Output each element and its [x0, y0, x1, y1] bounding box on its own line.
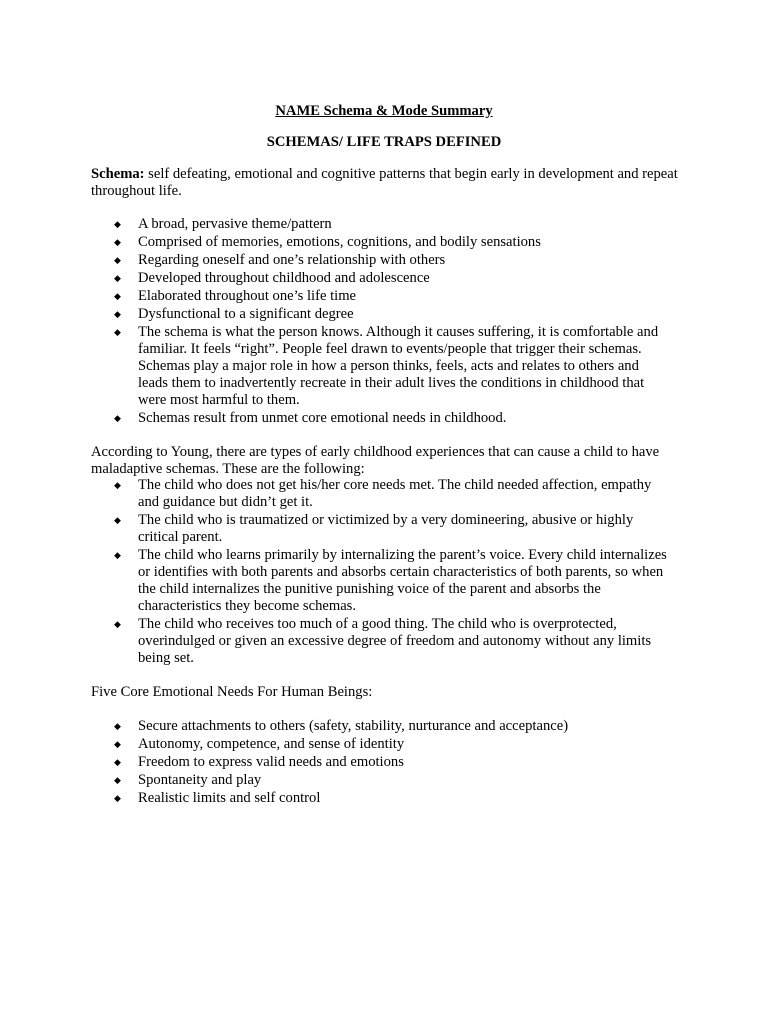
- needs-heading: Five Core Emotional Needs For Human Beings:: [91, 684, 373, 700]
- schema-term: Schema:: [91, 166, 145, 182]
- bullet-icon: ◆: [114, 413, 121, 423]
- list-item-text: Elaborated throughout one’s life time: [138, 288, 357, 304]
- list-item-text: Dysfunctional to a significant degree: [138, 306, 354, 322]
- list-item-text: Freedom to express valid needs and emotions: [138, 754, 404, 770]
- list-item-text: Secure attachments to others (safety, stability, nurturance and acceptance): [138, 718, 569, 734]
- list-item: [0, 324, 668, 409]
- bullet-icon: ◆: [114, 273, 121, 283]
- bullet-icon: ◆: [114, 757, 121, 767]
- list-item-text: The child who is traumatized or victimized by a very domineering, abusive or highly critical parent.: [138, 512, 634, 545]
- bullet-icon: ◆: [114, 255, 121, 265]
- list-item: [0, 270, 668, 287]
- list-item: [0, 410, 668, 427]
- bullet-icon: ◆: [114, 480, 121, 490]
- list-item-text: Schemas result from unmet core emotional needs in childhood.: [138, 410, 507, 426]
- bullet-icon: ◆: [114, 515, 121, 525]
- document-subtitle: SCHEMAS/ LIFE TRAPS DEFINED: [266, 134, 502, 150]
- bullet-icon: ◆: [114, 775, 121, 785]
- list-item: [0, 252, 668, 269]
- young-points-list: [0, 477, 768, 668]
- schema-definition-paragraph: [91, 166, 691, 200]
- bullet-icon: ◆: [114, 793, 121, 803]
- list-item-text: The child who learns primarily by internalizing the parent’s voice. Every child internalizes or identifies with both parents and absorbs certain characteristics of both parents, so when the child internalizes the punitive punishing voice of the parent and absorbs the characteristics they become schemas.: [138, 547, 667, 614]
- list-item: [0, 772, 668, 789]
- schema-points-list: [0, 216, 768, 428]
- list-item: [0, 512, 668, 546]
- list-item: [0, 790, 668, 807]
- list-item-text: The child who does not get his/her core needs met. The child needed affection, empathy and guidance but didn’t get it.: [138, 477, 652, 510]
- list-item-text: The schema is what the person knows. Although it causes suffering, it is comfortable and familiar. It feels “right”. People feel drawn to events/people that trigger their schemas. Schemas play a major role in how a person thinks, feels, acts and relates to others and leads them to inadvertently recreate in their adult lives the conditions in childhood that were most harmful to them.: [138, 324, 659, 408]
- bullet-icon: ◆: [114, 739, 121, 749]
- list-item: [0, 306, 668, 323]
- list-item-text: The child who receives too much of a good thing. The child who is overprotected, overindulged or given an excessive degree of freedom and autonomy without any limits being set.: [138, 616, 652, 666]
- schema-definition: self defeating, emotional and cognitive patterns that begin early in development and repeat throughout life.: [91, 166, 678, 199]
- list-item: [0, 616, 668, 667]
- list-item: [0, 477, 668, 511]
- bullet-icon: ◆: [114, 327, 121, 337]
- list-item-text: Realistic limits and self control: [138, 790, 321, 806]
- bullet-icon: ◆: [114, 219, 121, 229]
- bullet-icon: ◆: [114, 619, 121, 629]
- young-intro-paragraph: According to Young, there are types of early childhood experiences that can cause a child to have maladaptive schemas. These are the following:: [91, 444, 660, 477]
- list-item: [0, 736, 668, 753]
- list-item: [0, 216, 668, 233]
- list-item-text: Comprised of memories, emotions, cognitions, and bodily sensations: [138, 234, 541, 250]
- list-item-text: Autonomy, competence, and sense of identity: [138, 736, 405, 752]
- list-item-text: A broad, pervasive theme/pattern: [138, 216, 332, 232]
- list-item: [0, 234, 668, 251]
- list-item-text: Regarding oneself and one’s relationship with others: [138, 252, 446, 268]
- bullet-icon: ◆: [114, 721, 121, 731]
- bullet-icon: ◆: [114, 309, 121, 319]
- list-item: [0, 718, 668, 735]
- list-item-text: Developed throughout childhood and adolescence: [138, 270, 430, 286]
- bullet-icon: ◆: [114, 237, 121, 247]
- needs-points-list: [0, 718, 768, 808]
- document-title: NAME Schema & Mode Summary: [275, 103, 493, 119]
- list-item: [0, 547, 668, 615]
- list-item: [0, 288, 668, 305]
- bullet-icon: ◆: [114, 550, 121, 560]
- list-item-text: Spontaneity and play: [138, 772, 262, 788]
- bullet-icon: ◆: [114, 291, 121, 301]
- list-item: [0, 754, 668, 771]
